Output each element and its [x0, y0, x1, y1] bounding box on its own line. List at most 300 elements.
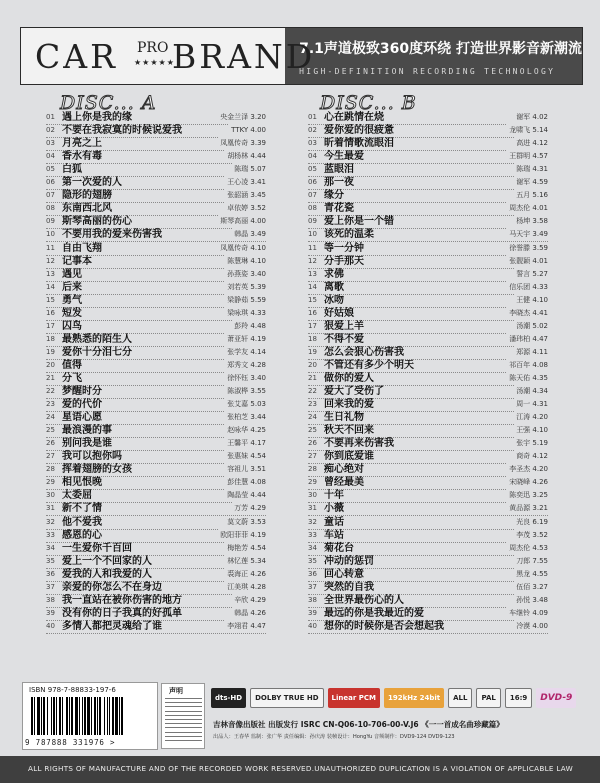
format-logo: dts-HD — [211, 688, 246, 708]
track-artist-duration: 徐誉滕 3.59 — [507, 242, 548, 255]
track-number: 23 — [46, 400, 55, 409]
track-artist-duration: 陈天佑 4.35 — [507, 372, 548, 385]
track-title: 感恩的心 — [62, 529, 102, 541]
track-number: 10 — [46, 230, 55, 239]
track-title: 记事本 — [62, 255, 92, 267]
track-number: 34 — [308, 543, 317, 552]
track-row — [46, 125, 266, 138]
track-title: 爱的代价 — [62, 399, 102, 411]
track-number: 06 — [46, 178, 55, 187]
logo-brand-text: BRAND — [172, 37, 316, 76]
format-logo: PAL — [476, 688, 500, 708]
track-artist-duration: 周杰伦 4.53 — [507, 542, 548, 555]
track-artist-duration: 王馨平 4.17 — [225, 437, 266, 450]
track-row — [308, 256, 548, 269]
track-number: 35 — [46, 556, 55, 565]
track-row — [46, 490, 266, 503]
track-artist-duration: 陈淑桦 3.55 — [225, 385, 266, 398]
track-number: 31 — [46, 504, 55, 513]
track-artist-duration: 江涛 4.20 — [514, 411, 548, 424]
track-artist-duration: 伍佰 3.27 — [514, 581, 548, 594]
track-title: 斯琴高丽的伤心 — [62, 216, 132, 228]
track-title: 别问我是谁 — [62, 438, 112, 450]
track-number: 40 — [46, 621, 55, 630]
disc-b-tracklist — [308, 112, 548, 634]
slogan-main: 7.1声道极致360度环绕 打造世界影音新潮流 — [299, 41, 582, 57]
logo-pro-text: PRO — [137, 40, 169, 56]
track-number: 04 — [308, 152, 317, 161]
track-title: 我一直站在被你伤害的地方 — [62, 594, 182, 606]
track-artist-duration: 辛欣 4.29 — [232, 594, 266, 607]
track-title: 想你的时候你是否会想起我 — [324, 620, 444, 632]
track-number: 34 — [46, 543, 55, 552]
legal-text: ALL RIGHTS OF MANUFACTURE AND OF THE RECORDED WORK RESERVED.UNAUTHORIZED DUPLICATION IS A VIOLATION OF APPLICABLE LAW — [28, 764, 574, 773]
track-artist-duration: 潘玮柏 4.47 — [507, 333, 548, 346]
track-title: 我可以抱你吗 — [62, 451, 122, 463]
track-row — [46, 595, 266, 608]
track-title: 冰吻 — [324, 294, 344, 306]
track-row — [308, 216, 548, 229]
track-title: 不管还有多少个明天 — [324, 359, 414, 371]
track-number: 20 — [46, 360, 55, 369]
track-title: 月亮之上 — [62, 138, 102, 150]
logo-stars: ★★★★★ — [134, 58, 175, 67]
track-artist-duration: 莫文蔚 3.53 — [225, 516, 266, 529]
track-row — [46, 464, 266, 477]
track-row — [46, 177, 266, 190]
track-artist-duration: 汤潮 4.34 — [514, 385, 548, 398]
track-row — [308, 464, 548, 477]
track-title: 不要用我的爱来伤害我 — [62, 229, 162, 241]
track-number: 37 — [308, 582, 317, 591]
track-row — [308, 190, 548, 203]
track-artist-duration: 胡杨林 4.44 — [225, 150, 266, 163]
disc-a-title: DISC... A — [60, 92, 157, 114]
track-artist-duration: 李茂 3.52 — [514, 529, 548, 542]
track-title: 秋天不回来 — [324, 425, 374, 437]
track-artist-duration: 张韶涵 3.45 — [225, 189, 266, 202]
track-row — [308, 151, 548, 164]
track-artist-duration: 高进 4.12 — [514, 137, 548, 150]
track-artist-duration: 央金兰泽 3.20 — [218, 111, 266, 124]
track-number: 21 — [308, 373, 317, 382]
track-artist-duration: 陈瑞 5.07 — [232, 163, 266, 176]
track-row — [308, 334, 548, 347]
track-artist-duration: 郑源 4.11 — [514, 346, 548, 359]
track-row — [308, 177, 548, 190]
track-artist-duration: 黄品源 3.21 — [507, 502, 548, 515]
track-number: 14 — [46, 282, 55, 291]
track-title: 东南西北风 — [62, 203, 112, 215]
track-artist-duration: 杨坤 3.58 — [514, 215, 548, 228]
track-row — [308, 556, 548, 569]
track-title: 小薇 — [324, 503, 344, 515]
track-artist-duration: 陶晶莹 4.44 — [225, 489, 266, 502]
track-title: 最远的你是我最近的爱 — [324, 607, 424, 619]
track-artist-duration: 李晓杰 4.41 — [507, 307, 548, 320]
track-row — [46, 386, 266, 399]
track-artist-duration: 誓言 5.27 — [514, 268, 548, 281]
track-number: 27 — [308, 452, 317, 461]
track-title: 遇见 — [62, 268, 82, 280]
barcode-digits: 9 787888 331976 > — [25, 738, 116, 747]
track-number: 02 — [308, 126, 317, 135]
track-title: 最浪漫的事 — [62, 425, 112, 437]
track-title: 等一分钟 — [324, 242, 364, 254]
track-row — [308, 373, 548, 386]
track-artist-duration: 江美琪 4.28 — [225, 581, 266, 594]
track-artist-duration: 周一 4.31 — [514, 398, 548, 411]
track-title: 青花瓷 — [324, 203, 354, 215]
track-number: 36 — [308, 569, 317, 578]
track-number: 02 — [46, 126, 55, 135]
track-row — [308, 543, 548, 556]
brand-logo — [21, 28, 316, 84]
track-number: 13 — [46, 269, 55, 278]
track-artist-duration: 裘海正 4.26 — [225, 568, 266, 581]
track-number: 37 — [46, 582, 55, 591]
track-row — [308, 503, 548, 516]
track-row — [46, 347, 266, 360]
track-number: 07 — [46, 191, 55, 200]
track-artist-duration: 谢军 4.02 — [514, 111, 548, 124]
track-number: 29 — [308, 478, 317, 487]
track-row — [46, 373, 266, 386]
track-row — [308, 125, 548, 138]
barcode-panel — [22, 682, 158, 750]
track-row — [308, 451, 548, 464]
track-number: 12 — [46, 256, 55, 265]
barcode-image — [31, 697, 153, 735]
track-artist-duration: 凤凰传奇 4.10 — [218, 242, 266, 255]
brand-header — [20, 27, 583, 85]
track-artist-duration: 刘若英 5.39 — [225, 281, 266, 294]
track-row — [308, 164, 548, 177]
track-artist-duration: 萧亚轩 4.19 — [225, 333, 266, 346]
track-row — [46, 503, 266, 516]
track-title: 回来我的爱 — [324, 399, 374, 411]
track-number: 11 — [308, 243, 317, 252]
track-title: 不要在我寂寞的时候说爱我 — [62, 125, 182, 137]
track-title: 心在跳情在烧 — [324, 112, 384, 124]
track-number: 33 — [308, 530, 317, 539]
track-title: 昕着情歌流眼泪 — [324, 138, 394, 150]
track-number: 01 — [46, 113, 55, 122]
track-title: 没有你的日子我真的好孤单 — [62, 607, 182, 619]
track-row — [308, 399, 548, 412]
track-row — [46, 295, 266, 308]
track-number: 14 — [308, 282, 317, 291]
track-number: 22 — [46, 387, 55, 396]
track-artist-duration: 汤潮 5.02 — [514, 320, 548, 333]
track-title: 隐形的翅膀 — [62, 190, 112, 202]
track-number: 29 — [46, 478, 55, 487]
track-title: 最熟悉的陌生人 — [62, 333, 132, 345]
track-artist-duration: 五月 5.16 — [514, 189, 548, 202]
track-artist-duration: 孙燕姿 3.40 — [225, 268, 266, 281]
track-artist-duration: 凤凰传奇 3.39 — [218, 137, 266, 150]
track-title: 星语心愿 — [62, 412, 102, 424]
track-artist-duration: 祁百年 4.08 — [507, 359, 548, 372]
track-row — [308, 360, 548, 373]
track-number: 09 — [46, 217, 55, 226]
format-logo: DVD-9 — [536, 688, 576, 708]
track-artist-duration: 林忆莲 5.34 — [225, 555, 266, 568]
track-title: 离歌 — [324, 281, 344, 293]
track-row — [308, 112, 548, 125]
track-artist-duration: 斯琴高丽 4.00 — [218, 215, 266, 228]
track-number: 38 — [308, 595, 317, 604]
track-title: 菊花台 — [324, 542, 354, 554]
track-artist-duration: 孙悦 3.48 — [514, 594, 548, 607]
track-title: 白狐 — [62, 164, 82, 176]
track-row — [308, 386, 548, 399]
track-title: 车站 — [324, 529, 344, 541]
track-title: 香水有毒 — [62, 151, 102, 163]
track-number: 30 — [308, 491, 317, 500]
format-logo: ALL — [448, 688, 472, 708]
track-artist-duration: 王群明 4.57 — [507, 150, 548, 163]
track-artist-duration: 容祖儿 3.51 — [225, 463, 266, 476]
track-row — [46, 216, 266, 229]
track-row — [308, 425, 548, 438]
track-number: 33 — [46, 530, 55, 539]
track-artist-duration: 梁咏琪 4.33 — [225, 307, 266, 320]
track-number: 30 — [46, 491, 55, 500]
track-artist-duration: 陈奕迅 3.25 — [507, 489, 548, 502]
track-artist-duration: 彭羚 4.48 — [232, 320, 266, 333]
track-number: 12 — [308, 256, 317, 265]
track-artist-duration: 赵咏华 4.25 — [225, 424, 266, 437]
track-row — [46, 321, 266, 334]
track-title: 爱大了受伤了 — [324, 386, 384, 398]
track-artist-duration: 刀郎 7.55 — [514, 555, 548, 568]
track-number: 17 — [46, 321, 55, 330]
track-title: 全世界最伤心的人 — [324, 594, 404, 606]
track-number: 04 — [46, 152, 55, 161]
track-number: 03 — [46, 139, 55, 148]
track-title: 亲爱的你怎么不在身边 — [62, 581, 162, 593]
track-artist-duration: 梁静茹 5.59 — [225, 294, 266, 307]
track-row — [46, 425, 266, 438]
logo-car-text: CAR — [35, 37, 118, 76]
track-title: 他不爱我 — [62, 516, 102, 528]
track-row — [46, 256, 266, 269]
track-artist-duration: 车继铃 4.09 — [507, 607, 548, 620]
format-logo: 192kHz 24bit — [384, 688, 444, 708]
track-title: 求佛 — [324, 268, 344, 280]
track-artist-duration: 郑秀文 4.28 — [225, 359, 266, 372]
disc-a-tracklist — [46, 112, 266, 634]
track-row — [308, 608, 548, 621]
track-row — [308, 229, 548, 242]
track-title: 一生爱你千百回 — [62, 542, 132, 554]
credits-line: 出品人：王春华 监制：张广华 责任编辑：孙庆涛 装帧设计：HongYu 音频制作：DVD9-124 DVD9-123 — [213, 734, 455, 740]
track-title: 你到底爱谁 — [324, 451, 374, 463]
track-number: 15 — [46, 295, 55, 304]
track-row — [46, 582, 266, 595]
track-title: 后来 — [62, 281, 82, 293]
track-artist-duration: 李圣杰 4.20 — [507, 463, 548, 476]
track-artist-duration: 冷漠 4.00 — [514, 620, 548, 633]
track-title: 今生最爱 — [324, 151, 364, 163]
track-number: 24 — [46, 413, 55, 422]
track-row — [308, 477, 548, 490]
track-artist-duration: 万芳 4.29 — [232, 502, 266, 515]
track-number: 32 — [308, 517, 317, 526]
track-number: 05 — [46, 165, 55, 174]
track-row — [46, 621, 266, 634]
track-title: 太委屈 — [62, 490, 92, 502]
track-number: 01 — [308, 113, 317, 122]
track-title: 值得 — [62, 359, 82, 371]
track-title: 分飞 — [62, 372, 82, 384]
track-number: 17 — [308, 321, 317, 330]
track-title: 怎么会狠心伤害我 — [324, 346, 404, 358]
track-number: 24 — [308, 413, 317, 422]
track-number: 28 — [308, 465, 317, 474]
track-row — [308, 530, 548, 543]
format-logo: DOLBY TRUE HD — [250, 688, 323, 708]
track-number: 40 — [308, 621, 317, 630]
track-number: 35 — [308, 556, 317, 565]
track-number: 26 — [308, 439, 317, 448]
track-title: 做你的爱人 — [324, 372, 374, 384]
track-row — [308, 295, 548, 308]
track-title: 好姑娘 — [324, 307, 354, 319]
track-row — [308, 582, 548, 595]
track-row — [46, 360, 266, 373]
track-row — [46, 399, 266, 412]
track-number: 11 — [46, 243, 55, 252]
track-row — [46, 530, 266, 543]
isbn-text: ISBN 978-7-88833-197-6 — [29, 686, 116, 694]
track-title: 缘分 — [324, 190, 344, 202]
track-row — [46, 164, 266, 177]
track-number: 21 — [46, 373, 55, 382]
track-title: 挥着翅膀的女孩 — [62, 464, 132, 476]
track-row — [46, 477, 266, 490]
track-artist-duration: 卓依婷 3.52 — [225, 202, 266, 215]
track-row — [46, 229, 266, 242]
track-row — [308, 138, 548, 151]
track-artist-duration: 王心凌 3.41 — [225, 176, 266, 189]
track-title: 爱上你是一个错 — [324, 216, 394, 228]
slogan-panel — [285, 28, 582, 84]
track-title: 十年 — [324, 490, 344, 502]
track-row — [46, 516, 266, 529]
track-number: 39 — [46, 608, 55, 617]
track-artist-duration: 谢军 4.59 — [514, 176, 548, 189]
track-artist-duration: 韩晶 4.26 — [232, 607, 266, 620]
track-row — [46, 282, 266, 295]
track-title: 相见恨晚 — [62, 477, 102, 489]
track-number: 03 — [308, 139, 317, 148]
format-logo-strip — [211, 683, 575, 713]
statement-fine-print — [165, 698, 202, 744]
track-artist-duration: 张艾嘉 5.03 — [225, 398, 266, 411]
track-artist-duration: 梅艳芳 4.54 — [225, 542, 266, 555]
track-row — [46, 438, 266, 451]
track-number: 08 — [46, 204, 55, 213]
track-artist-duration: 彭佳慧 4.08 — [225, 476, 266, 489]
track-number: 27 — [46, 452, 55, 461]
track-number: 25 — [46, 426, 55, 435]
legal-bar — [0, 756, 600, 783]
slogan-sub: HIGH-DEFINITION RECORDING TECHNOLOGY — [299, 67, 556, 76]
track-number: 25 — [308, 426, 317, 435]
track-row — [46, 569, 266, 582]
track-number: 38 — [46, 595, 55, 604]
track-artist-duration: 张柏芝 3.44 — [225, 411, 266, 424]
track-title: 冲动的惩罚 — [324, 555, 374, 567]
track-row — [46, 138, 266, 151]
track-artist-duration: 黑龙 4.55 — [514, 568, 548, 581]
track-row — [46, 203, 266, 216]
track-title: 遇上你是我的缘 — [62, 112, 132, 124]
track-title: 曾经最美 — [324, 477, 364, 489]
track-title: 第一次爱的人 — [62, 177, 122, 189]
disc-b-title: DISC... B — [320, 92, 417, 114]
track-number: 36 — [46, 569, 55, 578]
track-row — [46, 412, 266, 425]
track-row — [46, 151, 266, 164]
track-title: 爱你十分泪七分 — [62, 346, 132, 358]
track-number: 06 — [308, 178, 317, 187]
track-row — [308, 321, 548, 334]
track-artist-duration: 张宇 5.19 — [514, 437, 548, 450]
track-artist-duration: 李翊君 4.47 — [225, 620, 266, 633]
track-number: 09 — [308, 217, 317, 226]
track-number: 10 — [308, 230, 317, 239]
track-title: 该死的温柔 — [324, 229, 374, 241]
track-title: 新不了情 — [62, 503, 102, 515]
track-title: 分手那天 — [324, 255, 364, 267]
track-title: 突然的自我 — [324, 581, 374, 593]
track-number: 05 — [308, 165, 317, 174]
track-artist-duration: 张学友 4.14 — [225, 346, 266, 359]
track-title: 爱你爱的很疲惫 — [324, 125, 394, 137]
track-number: 15 — [308, 295, 317, 304]
track-row — [46, 334, 266, 347]
track-row — [46, 112, 266, 125]
track-row — [308, 569, 548, 582]
track-title: 短发 — [62, 307, 82, 319]
track-row — [46, 608, 266, 621]
track-number: 07 — [308, 191, 317, 200]
track-number: 13 — [308, 269, 317, 278]
track-row — [308, 438, 548, 451]
track-title: 回心转意 — [324, 568, 364, 580]
track-row — [46, 556, 266, 569]
track-title: 痴心绝对 — [324, 464, 364, 476]
track-artist-duration: 信乐团 4.33 — [507, 281, 548, 294]
track-row — [46, 451, 266, 464]
track-number: 22 — [308, 387, 317, 396]
track-title: 蓝眼泪 — [324, 164, 354, 176]
track-title: 自由飞翔 — [62, 242, 102, 254]
track-number: 16 — [46, 308, 55, 317]
track-number: 18 — [46, 334, 55, 343]
track-artist-duration: 陈慧琳 4.10 — [225, 255, 266, 268]
track-artist-duration: 周杰伦 4.01 — [507, 202, 548, 215]
format-logo: 16:9 — [505, 688, 532, 708]
track-artist-duration: 王强 4.10 — [514, 424, 548, 437]
track-title: 狠爱上羊 — [324, 320, 364, 332]
track-title: 梦醒时分 — [62, 386, 102, 398]
track-artist-duration: 韩晶 3.49 — [232, 228, 266, 241]
track-number: 31 — [308, 504, 317, 513]
